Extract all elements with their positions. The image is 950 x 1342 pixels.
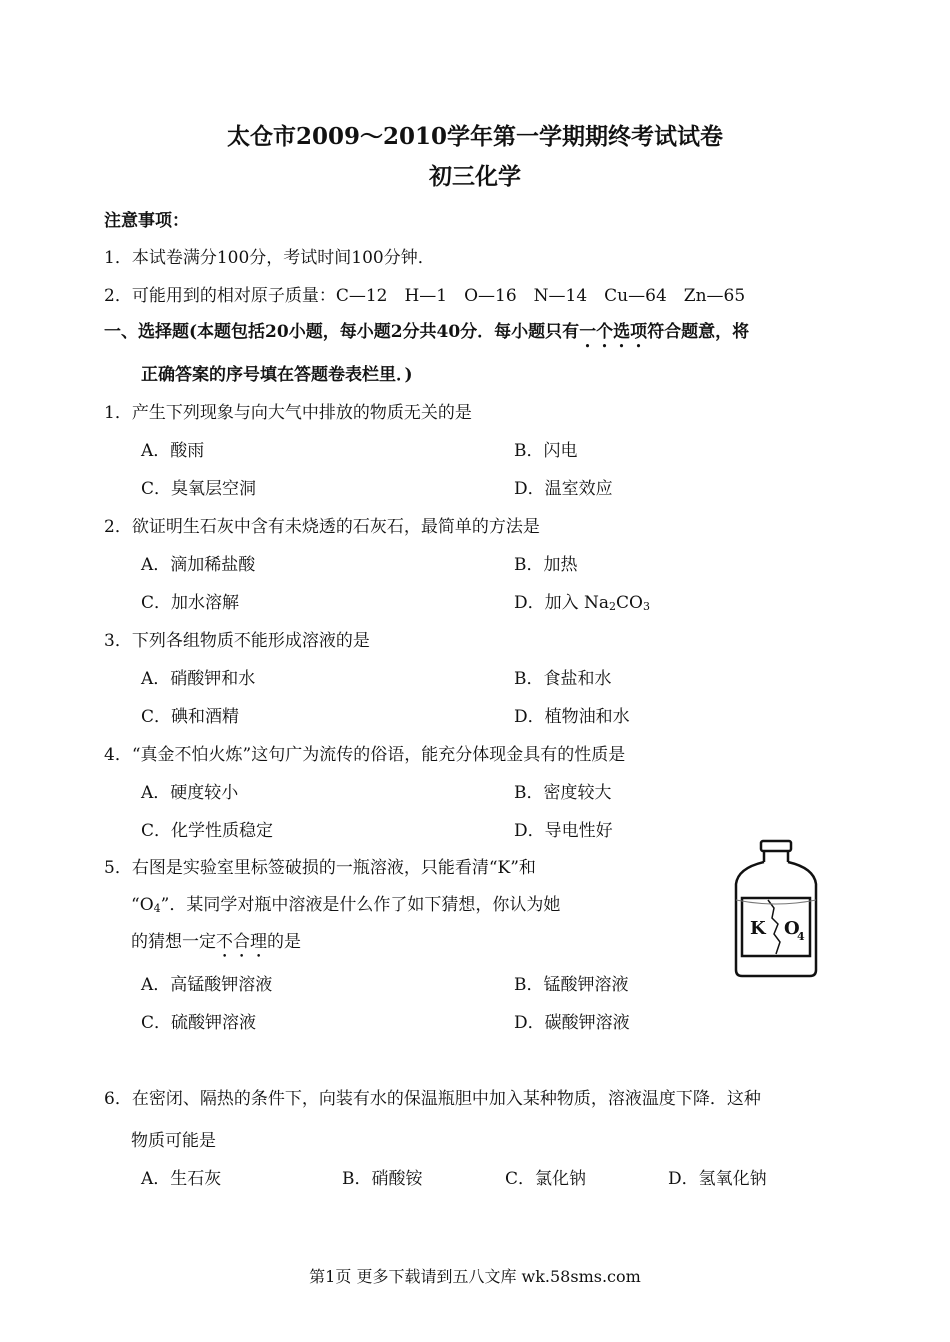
q6-option-a: A．生石灰: [141, 1169, 222, 1189]
q6-option-c: C．氯化钠: [505, 1169, 587, 1189]
q2-option-a: A．滴加稀盐酸: [141, 555, 256, 575]
q2-d-mid: CO: [616, 593, 643, 613]
q5-option-b: B．锰酸钾溶液: [514, 975, 629, 995]
q4-option-c: C．化学性质稳定: [141, 821, 274, 841]
q5-line3-emphasis: 不合理: [216, 932, 267, 952]
q2-option-c: C．加水溶解: [141, 593, 240, 613]
q2-option-b: B．加热: [514, 555, 578, 575]
q3-option-c: C．碘和酒精: [141, 707, 240, 727]
q3-option-d: D．植物油和水: [514, 707, 630, 727]
q6-option-b: B．硝酸铵: [342, 1169, 423, 1189]
q5-option-d: D．碳酸钾溶液: [514, 1013, 630, 1033]
q6-stem-line2: 物质可能是: [131, 1131, 216, 1151]
bottle-label-k: K: [750, 918, 766, 939]
q5-option-c: C．硫酸钾溶液: [141, 1013, 257, 1033]
q1-option-d: D．温室效应: [514, 479, 613, 499]
q3-option-a: A．硝酸钾和水: [141, 669, 256, 689]
section-1-heading: [104, 317, 749, 352]
q4-option-b: B．密度较大: [514, 783, 612, 803]
q6-option-d: D．氢氧化钠: [668, 1169, 767, 1189]
bottle-label-sub: 4: [797, 930, 805, 943]
q3-option-b: B．食盐和水: [514, 669, 612, 689]
q4-option-a: A．硬度较小: [141, 783, 239, 803]
q5-line3-b: 的是: [267, 932, 301, 952]
q2-d-sub2: 3: [643, 600, 650, 613]
notes-heading: 注意事项：: [104, 211, 189, 231]
q5-line2-sub: 4: [153, 902, 161, 915]
q6-stem-line1: 6．在密闭、隔热的条件下，向装有水的保温瓶胆中加入某种物质，溶液温度下降．这种: [104, 1089, 761, 1109]
q3-stem: 3．下列各组物质不能形成溶液的是: [104, 631, 370, 651]
note-2: 2．可能用到的相对原子质量：C—12 H—1 O—16 N—14 Cu—64 Zn—65: [104, 286, 746, 306]
q5-stem-line1: 5．右图是实验室里标签破损的一瓶溶液，只能看清“K”和: [104, 858, 536, 878]
q5-line2-b: ”．某同学对瓶中溶液是什么作了如下猜想，你认为她: [160, 895, 561, 915]
q5-line3-a: 的猜想一定: [131, 932, 216, 952]
q5-stem-line3: [131, 927, 301, 962]
q5-line2-a: “O: [131, 895, 154, 915]
page-subtitle: 初三化学: [429, 163, 521, 190]
section-1-text-b: 符合题意，将: [647, 322, 750, 342]
bottle-label-o: O: [784, 918, 800, 939]
q1-option-b: B．闪电: [514, 441, 578, 461]
q1-option-c: C．臭氧层空洞: [141, 479, 257, 499]
q5-option-a: A．高锰酸钾溶液: [141, 975, 273, 995]
q1-stem: 1．产生下列现象与向大气中排放的物质无关的是: [104, 403, 472, 423]
note-1: 1．本试卷满分100分，考试时间100分钟．: [104, 248, 435, 268]
bottle-figure: [728, 838, 824, 980]
q2-d-sub1: 2: [609, 600, 617, 613]
section-1-emphasis: 一个选项: [579, 322, 648, 342]
page-title: 太仓市2009～2010学年第一学期期终考试试卷: [226, 123, 724, 150]
q2-d-pre: D．加入 Na: [514, 593, 610, 613]
q5-stem-line2: [131, 890, 560, 915]
section-1-heading-cont: 正确答案的序号填在答题卷表栏里．): [141, 365, 413, 385]
q1-option-a: A．酸雨: [141, 441, 205, 461]
q2-option-d: [514, 588, 650, 613]
section-1-text-a: 一、选择题(本题包括20小题，每小题2分共40分．每小题只有: [104, 322, 580, 342]
q4-stem: 4．“真金不怕火炼”这句广为流传的俗语，能充分体现金具有的性质是: [104, 745, 626, 765]
q4-option-d: D．导电性好: [514, 821, 613, 841]
q2-stem: 2．欲证明生石灰中含有未烧透的石灰石，最简单的方法是: [104, 517, 540, 537]
page-footer: 第1页 更多下载请到五八文库 wk.58sms.com: [309, 1267, 641, 1286]
